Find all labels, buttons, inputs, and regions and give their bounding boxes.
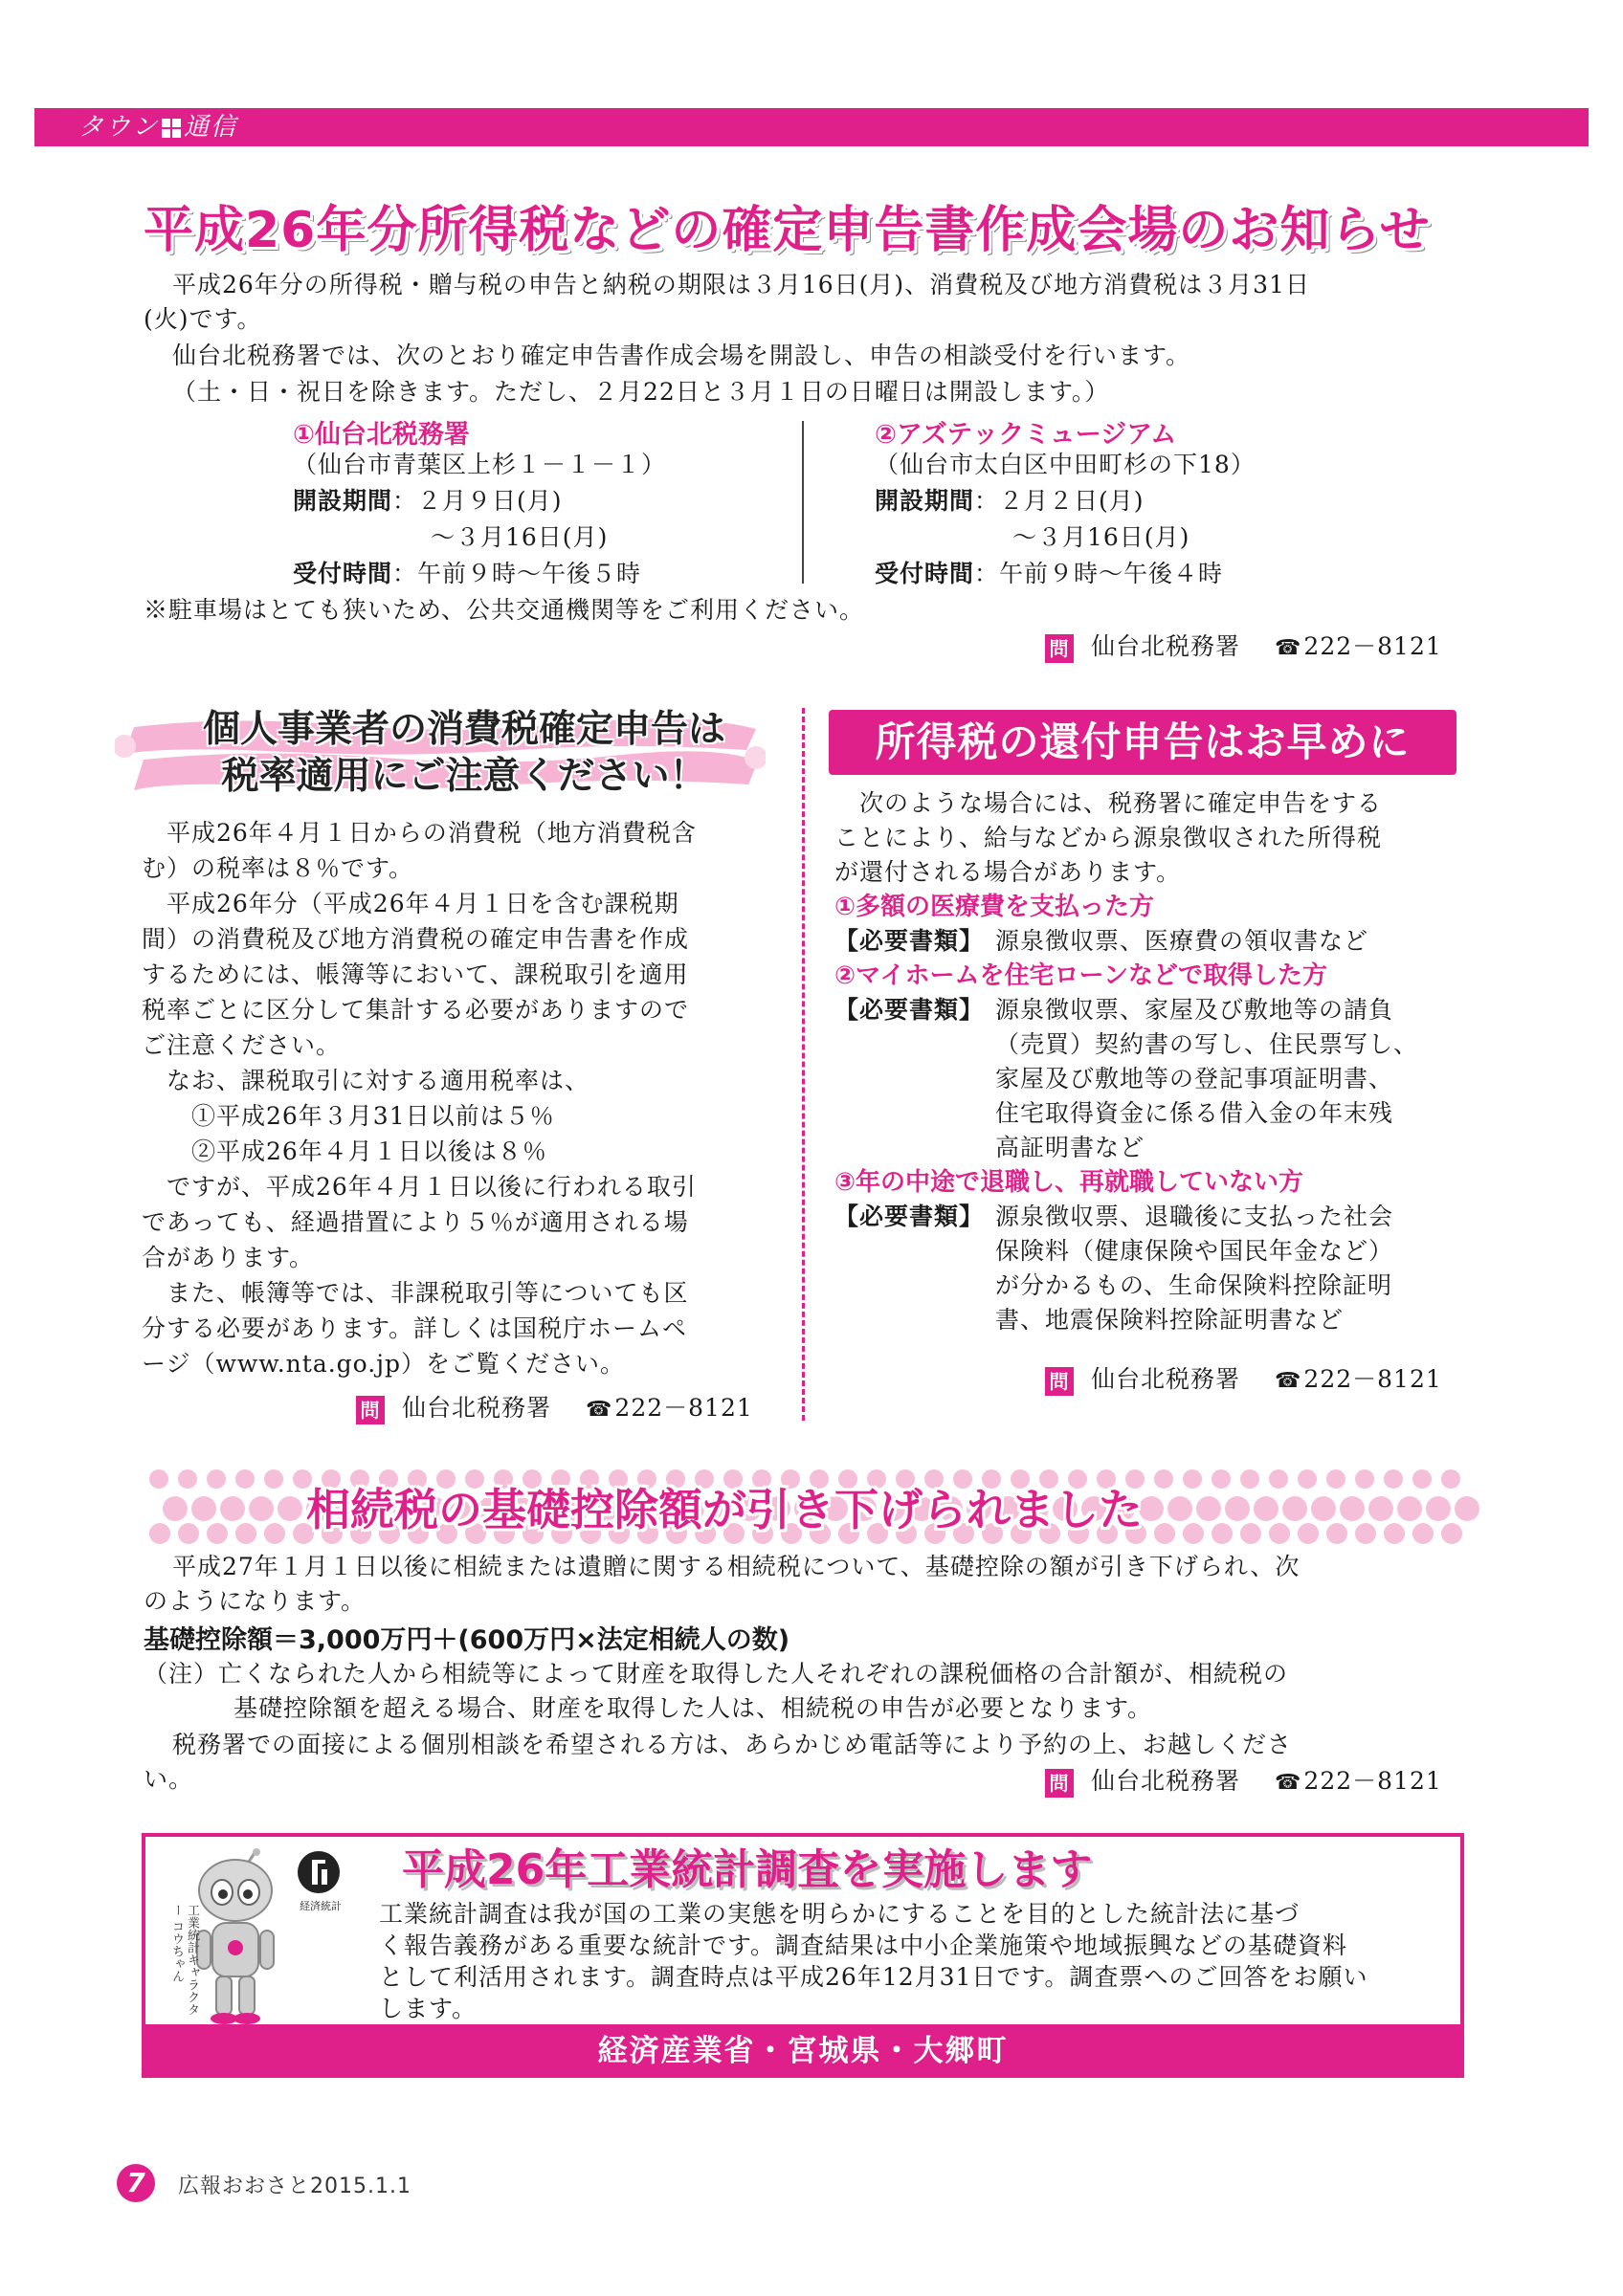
inquiry-icon: 問 (356, 1396, 385, 1424)
section3-docs-row (834, 1234, 1476, 1269)
contact-tel: 222－8121 (1303, 1767, 1442, 1795)
section3-intro-line: が還付される場合があります。 (834, 858, 1182, 886)
section3-docs-row (834, 1303, 1476, 1337)
section3-docs-text: 家屋及び敷地等の登記事項証明書、 (995, 1065, 1394, 1093)
section2-contact (356, 1389, 753, 1424)
logo-caption: 経済統計 (300, 1900, 342, 1912)
robot-mascot-icon (191, 1848, 278, 2026)
section3-docs-row (834, 924, 1476, 959)
section2-line: 分する必要があります。詳しくは国税庁ホームペ (142, 1314, 688, 1342)
venue1-hours-label: 受付時間 (293, 560, 393, 587)
section2-line: 平成26年４月１日からの消費税（地方消費税含 (142, 819, 697, 847)
section3-docs-text: 住宅取得資金に係る借入金の年末残 (995, 1099, 1394, 1127)
section3-docs-text: 高証明書など (995, 1134, 1145, 1161)
section4-note-line2: 基礎控除額を超える場合、財産を取得した人は、相続税の申告が必要となります。 (233, 1694, 1153, 1722)
section3-docs-label (834, 1096, 995, 1131)
venue2-hours (875, 557, 1223, 590)
decorative-dot (149, 1469, 168, 1489)
section3-docs-label: 【必要書類】 (834, 1203, 985, 1230)
decorative-dot (163, 1496, 188, 1521)
section3-docs-label (834, 1303, 995, 1337)
contact-tel: 222－8121 (1303, 1365, 1442, 1393)
venue1-name: ①仙台北税務署 (293, 420, 470, 450)
decorative-dot (1225, 1496, 1250, 1521)
decorative-dot (1326, 1523, 1347, 1544)
section3-docs-label: 【必要書類】 (834, 927, 985, 955)
contact-tel: 222－8121 (614, 1394, 753, 1422)
section3-docs-label (834, 1269, 995, 1303)
section4-contact (1045, 1762, 1442, 1798)
contact-tel: 222－8121 (1303, 632, 1442, 660)
venue2-period-line1: ：２月２日(月) (974, 487, 1145, 515)
contact-office: 仙台北税務署 (1091, 1365, 1241, 1393)
section3-docs-text: 書、地震保険料控除証明書など (995, 1306, 1345, 1334)
phone-icon: ☎ (1275, 1369, 1302, 1393)
decorative-dot (264, 1523, 285, 1544)
issue-label: 広報おおさと2015.1.1 (178, 2175, 411, 2198)
section2-line: 平成26年分（平成26年４月１日を含む課税期 (142, 890, 679, 917)
section2-line: 合があります。 (142, 1244, 315, 1271)
section4-p1-line2: のようになります。 (144, 1587, 367, 1615)
decorative-dot (1183, 1469, 1202, 1489)
section3-intro-line: ことにより、給与などから源泉徴収された所得税 (834, 824, 1383, 851)
header-tag-prefix: タウン (78, 113, 160, 142)
decorative-dot (235, 1469, 255, 1489)
section3-case-head: ②マイホームを住宅ローンなどで取得した方 (834, 961, 1327, 990)
section4-title: 相続税の基礎控除額が引き下げられました (306, 1484, 1143, 1535)
survey-footer: 経済産業省・宮城県・大郷町 (142, 2024, 1464, 2078)
venue-divider (802, 421, 804, 584)
decorative-dot (1412, 1469, 1432, 1489)
decorative-dot (149, 1523, 170, 1544)
contact-office: 仙台北税務署 (1091, 1767, 1241, 1795)
section2-line: であっても、経過措置により５％が適用される場 (142, 1208, 689, 1236)
contact-office: 仙台北税務署 (402, 1394, 552, 1422)
section3-docs-text: 保険料（健康保険や国民年金など） (995, 1237, 1394, 1265)
decorative-dot (1384, 1469, 1403, 1489)
section1-contact (1045, 628, 1442, 663)
section3-docs-text: 源泉徴収票、医療費の領収書など (995, 927, 1369, 955)
section2-line: 税率ごとに区分して集計する必要がありますので (142, 996, 690, 1024)
venue1-period-line1: ：２月９日(月) (392, 487, 563, 515)
section3-title: 所得税の還付申告はお早めに (875, 718, 1411, 765)
section4-p2-line2: い。 (144, 1765, 194, 1793)
decorative-dot (207, 1469, 226, 1489)
decorative-dot (1355, 1523, 1376, 1544)
section3-docs-row (834, 1131, 1476, 1165)
decorative-dot (1397, 1496, 1422, 1521)
section5-line: します。 (379, 1995, 478, 2022)
section1-p1-line1: 平成26年分の所得税・贈与税の申告と納税の期限は３月16日(月)、消費税及び地方消費税は３月31日 (172, 271, 1310, 298)
section4-note-line1: （注）亡くなられた人から相続等によって財産を取得した人それぞれの課税価格の合計額が、相続税の (144, 1660, 1289, 1688)
section3-docs-row (834, 1200, 1476, 1234)
section2-line: ですが、平成26年４月１日以後に行われる取引 (142, 1173, 697, 1201)
section3-docs-row (834, 1096, 1476, 1131)
decorative-dot (178, 1469, 197, 1489)
decorative-dot (1441, 1523, 1462, 1544)
section2-title-line2: 税率適用にご注意ください！ (221, 755, 707, 798)
section3-docs-text: 源泉徴収票、退職後に支払った社会 (995, 1203, 1394, 1230)
venue2-hours-label: 受付時間 (875, 560, 975, 587)
decorative-dot (1269, 1469, 1288, 1489)
phone-icon: ☎ (1275, 1771, 1302, 1795)
section2-line: ①平成26年３月31日以前は５％ (142, 1102, 555, 1130)
section1-p1-line2: (火)です。 (144, 305, 262, 333)
decorative-dot (1269, 1523, 1290, 1544)
section3-docs-label: 【必要書類】 (834, 996, 985, 1024)
venue1-hours-value: ：午前９時～午後５時 (392, 560, 642, 587)
decorative-dot (278, 1496, 302, 1521)
section3-docs-row (834, 1027, 1476, 1062)
section3-docs-text: が分かるもの、生命保険料控除証明 (995, 1271, 1393, 1299)
section3-docs-text: （売買）契約書の写し、住民票写し、 (995, 1030, 1419, 1058)
section3-docs-text: 源泉徴収票、家屋及び敷地等の請負 (995, 996, 1394, 1024)
inquiry-icon: 問 (1045, 634, 1074, 663)
section3-case-head: ①多額の医療費を支払った方 (834, 893, 1155, 921)
decorative-dot (1212, 1523, 1233, 1544)
section4-p1-line1: 平成27年１月１日以後に相続または遺贈に関する相続税について、基礎控除の額が引き下げられ、次 (172, 1553, 1301, 1580)
mascot-caption: 工業統計キャラクター コウちゃん (169, 1904, 199, 2016)
venue2-hours-value: ：午前９時～午後４時 (974, 560, 1224, 587)
decorative-dot (1412, 1523, 1434, 1544)
decorative-dot (1355, 1469, 1374, 1489)
section5-line: 工業統計調査は我が国の工業の実態を明らかにすることを目的とした統計法に基づ (379, 1900, 1301, 1928)
decorative-dot (1455, 1496, 1479, 1521)
decorative-dot (1298, 1469, 1317, 1489)
section2-line: なお、課税取引に対する適用税率は、 (142, 1067, 590, 1094)
section2-line: ご注意ください。 (142, 1031, 342, 1059)
venue1-hours (293, 557, 641, 590)
section5-body (379, 1898, 1441, 2024)
decorative-dot (1212, 1469, 1231, 1489)
venue1-period-line2: ～３月16日(月) (431, 523, 609, 551)
decorative-dot (220, 1496, 245, 1521)
venue1-address: （仙台市青葉区上杉１－１－１） (293, 451, 667, 478)
decorative-dot (207, 1523, 228, 1544)
venue1-period-label: 開設期間 (293, 487, 393, 515)
section2-title-line1: 個人事業者の消費税確定申告は (202, 708, 725, 751)
decorative-dot (178, 1523, 199, 1544)
section2-line: また、帳簿等では、非課税取引等についても区 (142, 1279, 689, 1307)
section2-line: するためには、帳簿等において、課税取引を適用 (142, 960, 689, 988)
decorative-dot (1298, 1523, 1319, 1544)
section2-title (158, 706, 770, 800)
decorative-dot (1311, 1496, 1336, 1521)
decorative-dot (249, 1496, 274, 1521)
decorative-dot (1441, 1469, 1460, 1489)
statistics-logo-icon (297, 1850, 341, 1894)
section3-contact (1045, 1360, 1442, 1396)
decorative-dot (1426, 1496, 1451, 1521)
section3-docs-label (834, 1062, 995, 1096)
section4-formula: 基礎控除額＝3,000万円＋(600万円×法定相続人の数) (144, 1625, 790, 1655)
section2-line: ージ（www.nta.go.jp）をご覧ください。 (142, 1350, 625, 1378)
section3-docs-label (834, 1027, 995, 1062)
venue2-period-line2: ～３月16日(月) (1012, 523, 1190, 551)
section1-p2: 仙台北税務署では、次のとおり確定申告書作成会場を開設し、申告の相談受付を行います。 (172, 342, 1191, 369)
section3-intro-line: 次のような場合には、税務署に確定申告をする (834, 789, 1383, 817)
section2-line: ②平成26年４月１日以後は８％ (142, 1137, 547, 1165)
section5-line: として利活用されます。調査時点は平成26年12月31日です。調査票へのご回答をお願い (379, 1963, 1368, 1991)
section5-title: 平成26年工業統計調査を実施します (402, 1845, 1093, 1894)
venue2-address: （仙台市太白区中田町杉の下18） (875, 451, 1256, 478)
venue2-period-label: 開設期間 (875, 487, 975, 515)
decorative-dot (1254, 1496, 1278, 1521)
section3-case-head: ③年の中途で退職し、再就職していない方 (834, 1168, 1304, 1197)
grid-icon (161, 118, 182, 139)
section3-docs-label (834, 1234, 995, 1269)
header-band (34, 108, 1589, 146)
section3-docs-row (834, 1269, 1476, 1303)
venue2-period (875, 484, 1145, 518)
decorative-dot (1240, 1469, 1259, 1489)
contact-office: 仙台北税務署 (1091, 632, 1241, 660)
phone-icon: ☎ (1275, 636, 1302, 660)
decorative-dot (1282, 1496, 1307, 1521)
venue2-name: ②アズテックミュージアム (875, 420, 1177, 450)
page-number: 7 (117, 2164, 155, 2202)
section1-p3: （土・日・祝日を除きます。ただし、２月22日と３月１日の日曜日は開設します。） (172, 378, 1110, 406)
header-tag (78, 108, 237, 146)
decorative-dot (235, 1523, 256, 1544)
venue1-period (293, 484, 563, 518)
decorative-dot (1183, 1523, 1204, 1544)
decorative-dot (1340, 1496, 1365, 1521)
column-divider (802, 708, 805, 1421)
section2-line: 間）の消費税及び地方消費税の確定申告書を作成 (142, 925, 690, 953)
section3-docs-row (834, 1062, 1476, 1096)
decorative-dot (191, 1496, 216, 1521)
inquiry-icon: 問 (1045, 1367, 1074, 1396)
section5-line: く報告義務がある重要な統計です。調査結果は中小企業施策や地域振興などの基礎資料 (379, 1932, 1348, 1959)
decorative-dot (1240, 1523, 1261, 1544)
section3-docs-label (834, 1131, 995, 1165)
section2-line: む）の税率は８％です。 (142, 854, 414, 882)
decorative-dot (1384, 1523, 1405, 1544)
section3-docs-row (834, 993, 1476, 1027)
decorative-dot (1167, 1496, 1192, 1521)
inquiry-icon: 問 (1045, 1769, 1074, 1798)
section1-title: 平成26年分所得税などの確定申告書作成会場のお知らせ (144, 202, 1431, 259)
section1-note: ※駐車場はとても狭いため、公共交通機関等をご利用ください。 (144, 596, 865, 624)
decorative-dot (1368, 1496, 1393, 1521)
header-tag-suffix: 通信 (184, 113, 238, 142)
section4-p2-line1: 税務署での面接による個別相談を希望される方は、あらかじめ電話等により予約の上、お越しくださ (172, 1731, 1293, 1758)
decorative-dot (1196, 1496, 1221, 1521)
decorative-dot (1326, 1469, 1345, 1489)
phone-icon: ☎ (586, 1398, 613, 1422)
decorative-dot (1154, 1469, 1173, 1489)
section2-body (142, 815, 792, 1381)
decorative-dot (1154, 1523, 1175, 1544)
decorative-dot (264, 1469, 283, 1489)
section3-body (834, 786, 1476, 1337)
